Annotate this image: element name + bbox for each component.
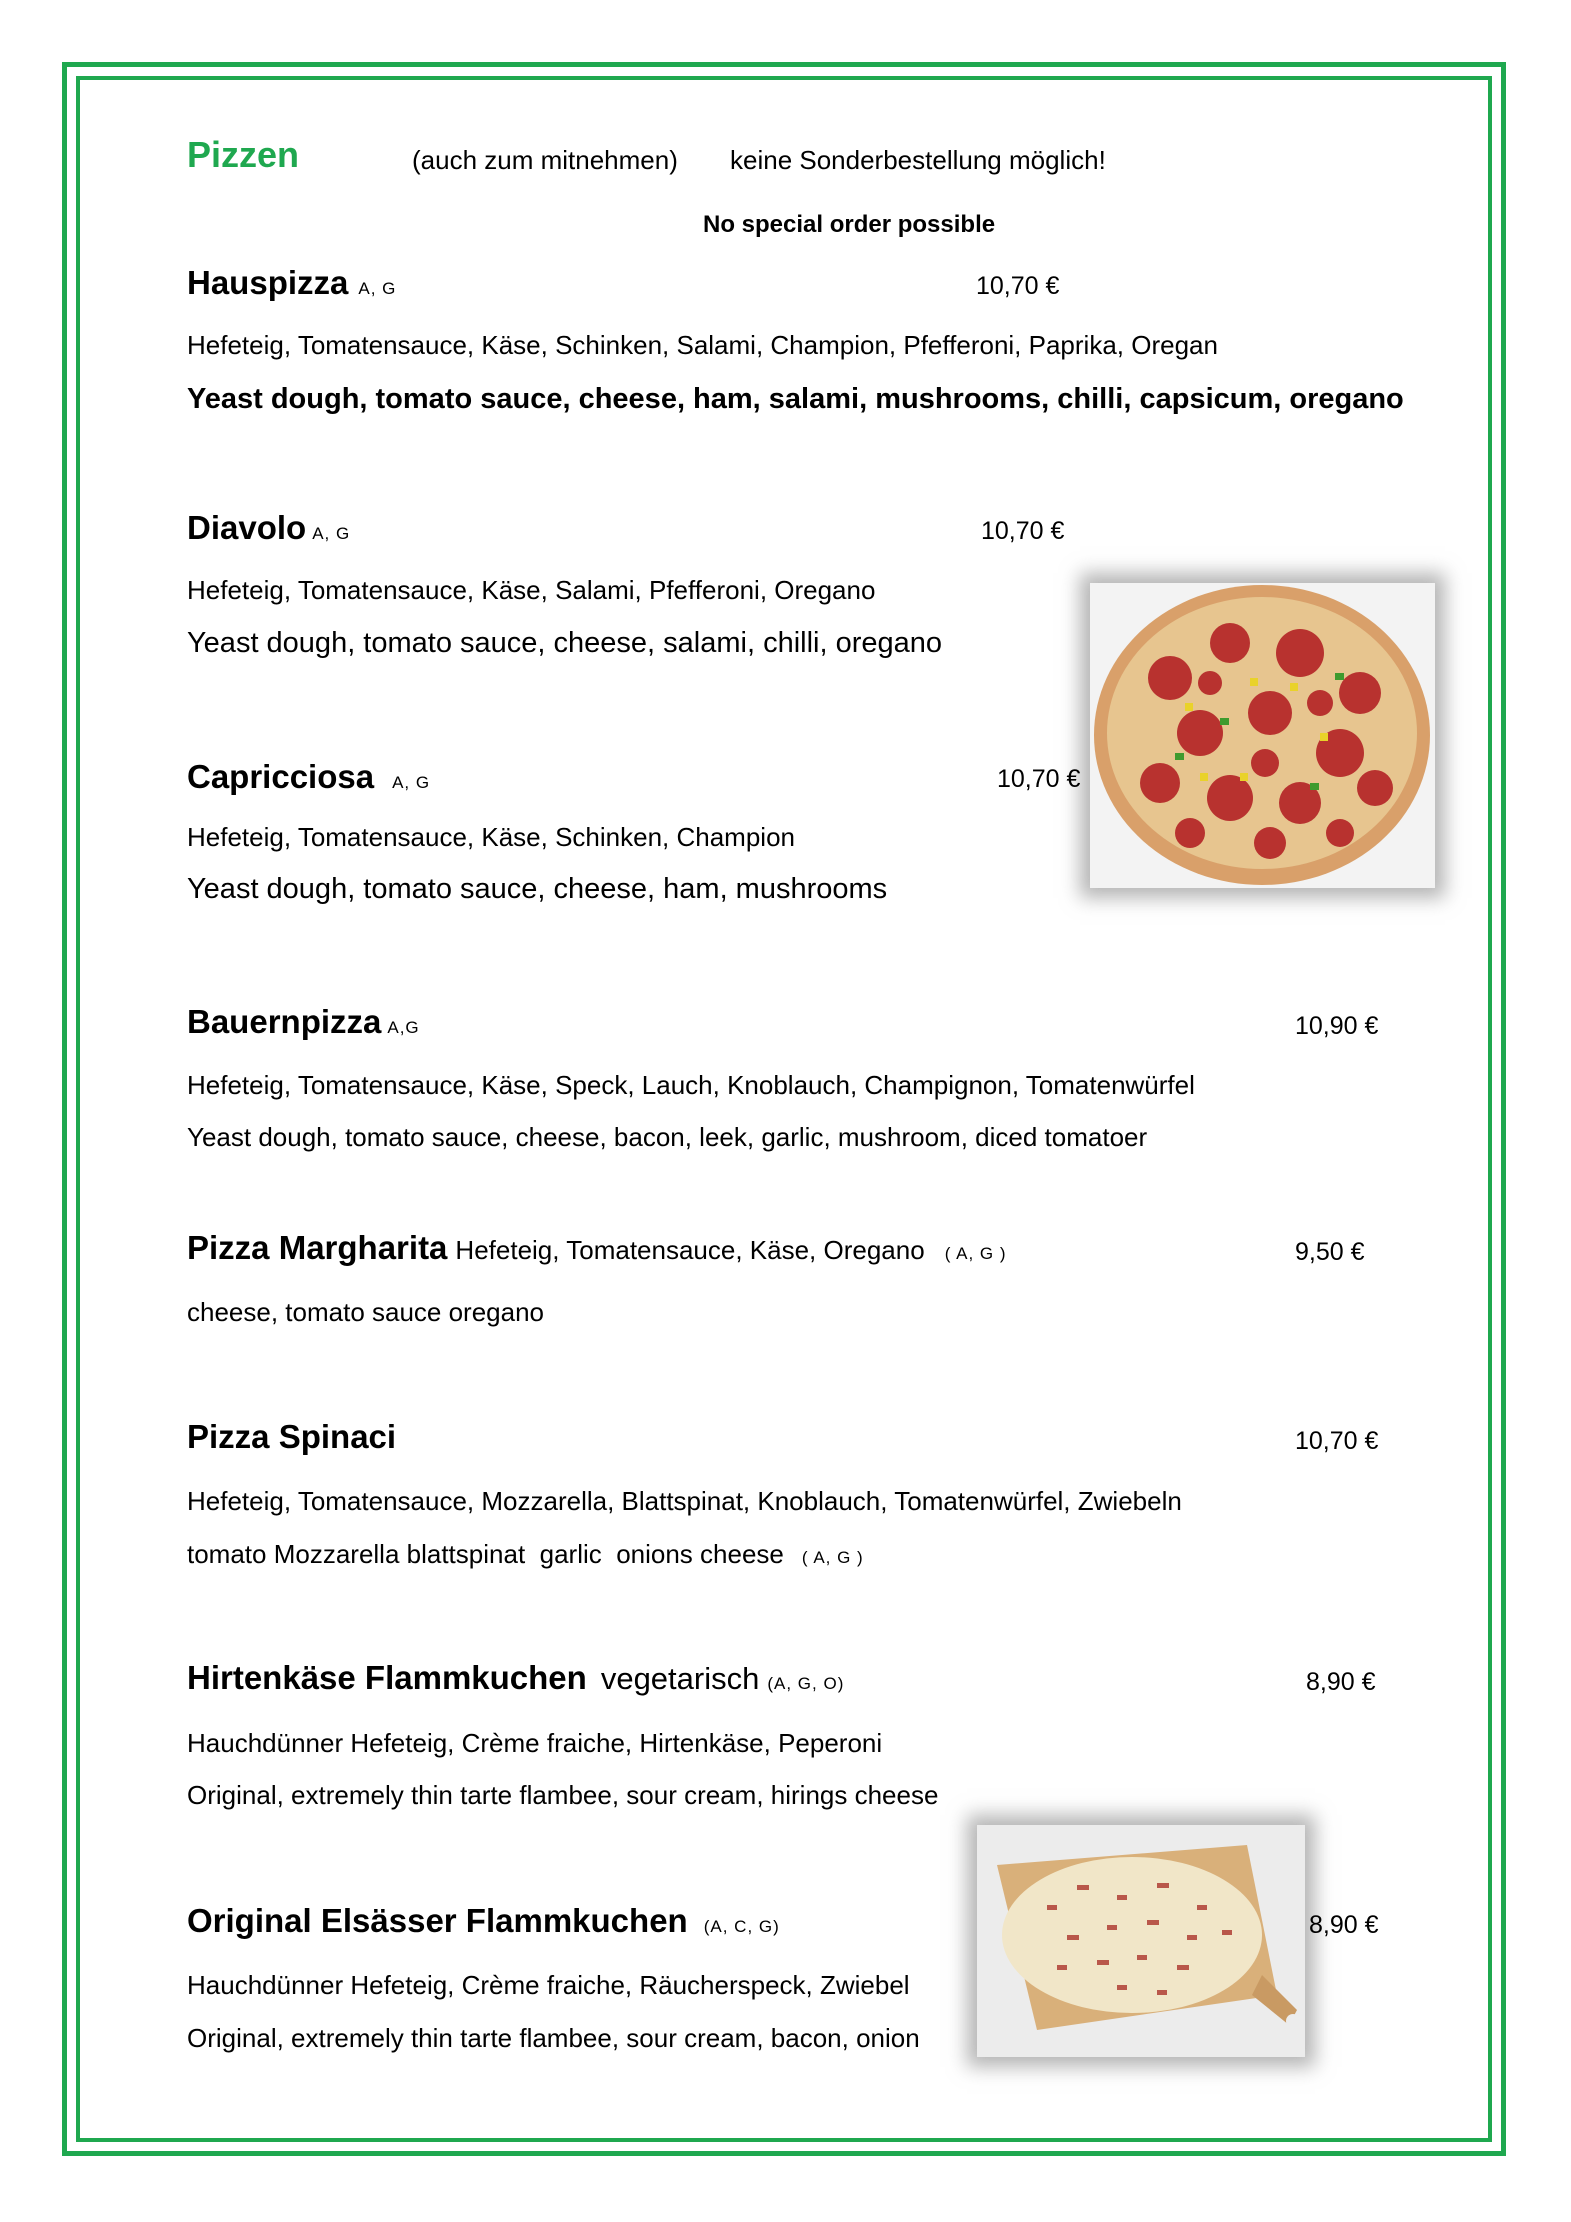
special-order-notice-de: keine Sonderbestellung möglich! <box>730 145 1106 175</box>
menu-item-name: Pizza Spinaci <box>187 1418 397 1455</box>
menu-item-price: 10,70 € <box>997 765 1081 793</box>
menu-item-desc-de: Hauchdünner Hefeteig, Crème fraiche, Hirtenkäse, Peperoni <box>187 1728 883 1758</box>
allergen-codes: A, G <box>358 279 397 298</box>
menu-item-desc-en: Yeast dough, tomato sauce, cheese, salami, chilli, oregano <box>187 627 943 659</box>
menu-item-inline-desc: Hefeteig, Tomatensauce, Käse, Oregano <box>455 1235 925 1265</box>
menu-item-name: Hauspizza A, G <box>187 264 397 301</box>
menu-item-name: Hirtenkäse Flammkuchen vegetarisch (A, G, O) <box>187 1659 845 1696</box>
menu-item-price: 10,70 € <box>976 272 1060 300</box>
menu-item-desc-de: Hauchdünner Hefeteig, Crème fraiche, Räucherspeck, Zwiebel <box>187 1970 910 2000</box>
menu-item-price: 10,70 € <box>981 517 1065 545</box>
menu-item-name: Capricciosa A, G <box>187 758 431 795</box>
menu-item-name: Diavolo A, G <box>187 509 351 546</box>
flammkuchen-photo <box>977 1825 1305 2057</box>
allergen-codes: (A, C, G) <box>703 1917 780 1936</box>
salami-pizza-icon <box>1090 583 1435 888</box>
menu-item-desc-en: Yeast dough, tomato sauce, cheese, bacon, leek, garlic, mushroom, diced tomatoer <box>187 1122 1148 1152</box>
menu-item-name: Original Elsässer Flammkuchen (A, C, G) <box>187 1902 780 1939</box>
menu-item-desc-en: Original, extremely thin tarte flambee, sour cream, hirings cheese <box>187 1780 939 1810</box>
menu-item-desc-de: Hefeteig, Tomatensauce, Käse, Speck, Lauch, Knoblauch, Champignon, Tomatenwürfel <box>187 1070 1195 1100</box>
menu-item-price: 8,90 € <box>1306 1668 1376 1696</box>
menu-item-desc-de: Hefeteig, Tomatensauce, Käse, Schinken, Salami, Champion, Pfefferoni, Paprika, Oregan <box>187 330 1218 360</box>
special-order-notice-en: No special order possible <box>703 211 996 238</box>
page-title: Pizzen <box>187 134 300 175</box>
vegetarian-label: vegetarisch <box>600 1661 760 1696</box>
menu-item-price: 9,50 € <box>1295 1238 1365 1266</box>
takeaway-note: (auch zum mitnehmen) <box>412 145 678 175</box>
allergen-codes: ( A, G ) <box>944 1244 1007 1263</box>
allergen-codes: A,G <box>387 1018 420 1037</box>
menu-item-name: Pizza Margharita Hefeteig, Tomatensauce, Käse, Oregano ( A, G ) <box>187 1229 1007 1266</box>
menu-item-desc-en: cheese, tomato sauce oregano <box>187 1297 545 1327</box>
menu-item-desc-en: Yeast dough, tomato sauce, cheese, ham, mushrooms <box>187 873 888 905</box>
menu-item-desc-en: tomato Mozzarella blattspinat garlic onions cheese ( A, G ) <box>187 1539 864 1569</box>
menu-item-desc-de: Hefeteig, Tomatensauce, Käse, Salami, Pfefferoni, Oregano <box>187 575 876 605</box>
menu-item-desc-de: Hefeteig, Tomatensauce, Mozzarella, Blattspinat, Knoblauch, Tomatenwürfel, Zwiebeln <box>187 1486 1182 1516</box>
allergen-codes: A, G <box>392 773 431 792</box>
menu-item-price: 8,90 € <box>1309 1911 1379 1939</box>
allergen-codes: (A, G, O) <box>767 1674 845 1693</box>
menu-item-desc-en: Original, extremely thin tarte flambee, sour cream, bacon, onion <box>187 2023 920 2053</box>
pizza-photo <box>1090 583 1435 888</box>
flammkuchen-board-icon <box>977 1825 1305 2057</box>
allergen-codes: ( A, G ) <box>801 1548 864 1567</box>
allergen-codes: A, G <box>312 524 351 543</box>
menu-item-price: 10,70 € <box>1295 1427 1379 1455</box>
menu-item-price: 10,90 € <box>1295 1012 1379 1040</box>
menu-item-desc-en: Yeast dough, tomato sauce, cheese, ham, salami, mushrooms, chilli, capsicum, oregano <box>187 383 1404 415</box>
menu-item-name: Bauernpizza A,G <box>187 1003 420 1040</box>
menu-item-desc-de: Hefeteig, Tomatensauce, Käse, Schinken, Champion <box>187 822 795 852</box>
